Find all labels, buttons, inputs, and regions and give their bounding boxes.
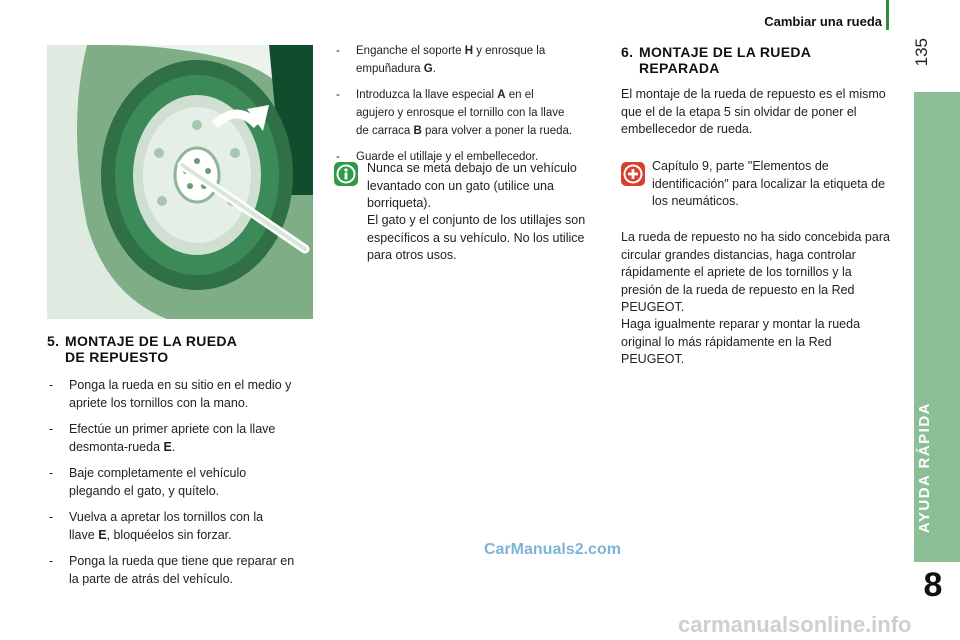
section-6-intro: El montaje de la rueda de repuesto es el mismo que el de la etapa 5 sin olvidar de poner el embellecedor de rueda. bbox=[621, 87, 886, 136]
list-item: - Vuelva a apretar los tornillos con la llave E, bloquéelos sin forzar. bbox=[47, 508, 322, 544]
list-item: - Introduzca la llave especial A en el agujero y enrosque el tornillo con la llave de carraca B para volver a poner la rueda. bbox=[334, 86, 614, 140]
watermark-bottom: carmanualsonline.info bbox=[678, 612, 912, 637]
section-5-title-line2: DE REPUESTO bbox=[65, 349, 169, 365]
reference-icon bbox=[621, 162, 645, 186]
list-item: - Ponga la rueda en su sitio en el medio y apriete los tornillos con la mano. bbox=[47, 376, 322, 412]
list-item: - Ponga la rueda que tiene que reparar en la parte de atrás del vehículo. bbox=[47, 552, 322, 588]
header-rule bbox=[886, 0, 889, 30]
section-5-heading bbox=[47, 333, 237, 365]
reference-icon-glyph bbox=[621, 162, 645, 186]
section-5-number: 5. bbox=[47, 333, 60, 349]
list-item: - Efectúe un primer apriete con la llave desmonta-rueda E. bbox=[47, 420, 322, 456]
list-item: - Baje completamente el vehículo plegando el gato, y quítelo. bbox=[47, 464, 322, 500]
section-6-heading bbox=[621, 44, 811, 76]
info-icon-glyph bbox=[334, 162, 358, 186]
info-note-p1: Nunca se meta debajo de un vehículo levantado con un gato (utilice una borriqueta). bbox=[367, 161, 577, 210]
reference-note: Capítulo 9, parte "Elementos de identificación" para localizar la etiqueta de los neumáticos. bbox=[652, 159, 886, 208]
wheel-illustration-svg bbox=[47, 45, 313, 319]
side-tab-label: AYUDA RÁPIDA bbox=[916, 402, 933, 534]
watermark-center: CarManuals2.com bbox=[484, 541, 621, 558]
section-5-title-line1: MONTAJE DE LA RUEDA bbox=[65, 333, 238, 349]
section-6-title-line1: MONTAJE DE LA RUEDA bbox=[639, 44, 812, 60]
section-5-steps bbox=[47, 376, 322, 596]
info-icon bbox=[334, 162, 358, 186]
wheel-illustration bbox=[47, 45, 313, 319]
middle-steps bbox=[334, 42, 614, 174]
list-item: - Guarde el utillaje y el embellecedor. bbox=[334, 148, 614, 166]
section-6-title-line2: REPARADA bbox=[639, 60, 720, 76]
section-6-paragraph-2: Haga igualmente reparar y montar la rueda original lo más rápidamente en la Red PEUGEOT. bbox=[621, 317, 861, 366]
chapter-number: 8 bbox=[923, 566, 943, 604]
info-note-p2: El gato y el conjunto de los utillajes son específicos a su vehículo. No los utilice para otros usos. bbox=[367, 213, 586, 262]
section-6-number: 6. bbox=[621, 44, 634, 60]
list-item: - Enganche el soporte H y enrosque la empuñadura G. bbox=[334, 42, 614, 78]
page-number: 135 bbox=[912, 38, 931, 67]
page-header-title: Cambiar una rueda bbox=[764, 14, 882, 29]
section-6-paragraph-1: La rueda de repuesto no ha sido concebida para circular grandes distancias, haga controlar rápidamente el apriete de los tornillos y la presión de la rueda de repuesto en la Red PEUGEOT. bbox=[621, 230, 890, 314]
